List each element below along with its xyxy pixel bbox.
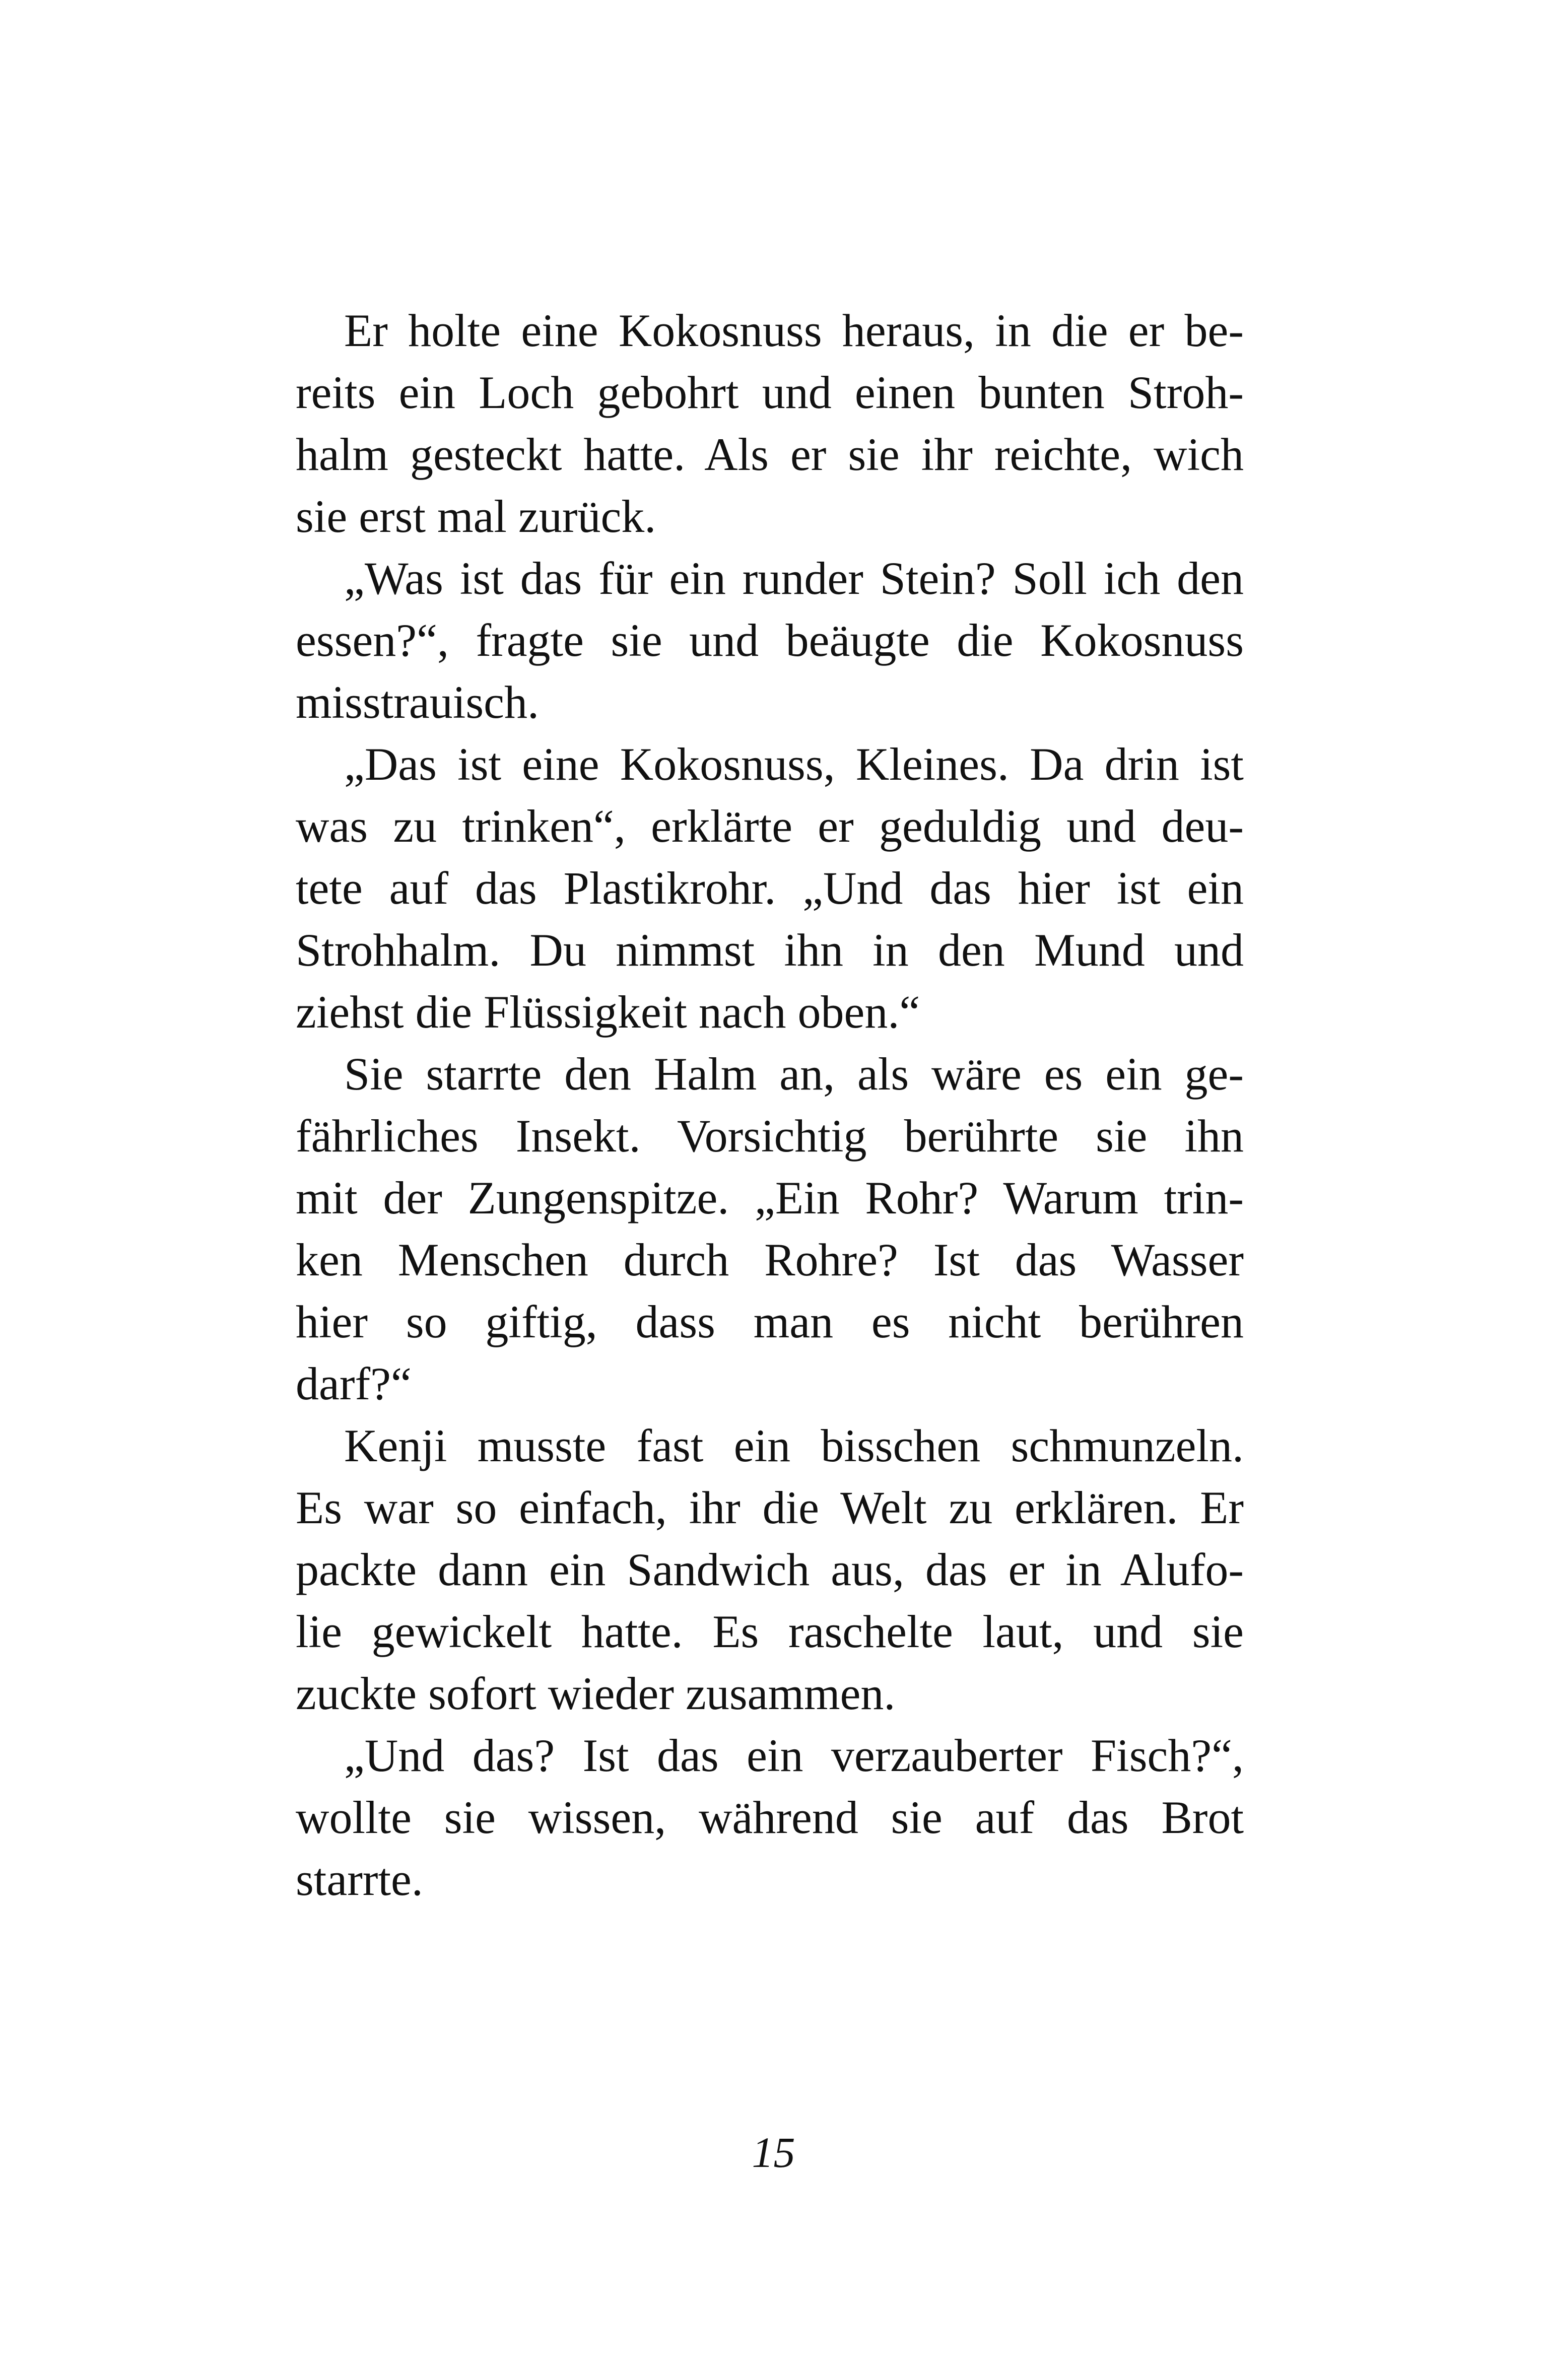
text-line: essen?“, fragte sie und beäugte die Kokosnuss [296, 615, 1244, 666]
text-line: Sie starrte den Halm an, als wäre es ein ge- [344, 1048, 1244, 1100]
text-line: tete auf das Plastikrohr. „Und das hier ist ein [296, 862, 1244, 914]
text-line: hier so giftig, dass man es nicht berühren [296, 1296, 1244, 1347]
text-line: reits ein Loch gebohrt und einen bunten Stroh- [296, 367, 1244, 418]
text-line: packte dann ein Sandwich aus, das er in Alufo- [296, 1544, 1244, 1595]
text-line: ken Menschen durch Rohre? Ist das Wasser [296, 1234, 1244, 1285]
text-line: fährliches Insekt. Vorsichtig berührte sie ihn [296, 1110, 1244, 1162]
text-line: lie gewickelt hatte. Es raschelte laut, und sie [296, 1606, 1244, 1657]
text-line: „Was ist das für ein runder Stein? Soll ich den [344, 553, 1244, 604]
text-line: starrte. [296, 1854, 423, 1905]
text-line: halm gesteckt hatte. Als er sie ihr reichte, wich [296, 429, 1244, 480]
text-line: „Und das? Ist das ein verzauberter Fisch?“, [344, 1730, 1244, 1781]
text-line: mit der Zungenspitze. „Ein Rohr? Warum trin- [296, 1172, 1244, 1223]
text-line: Kenji musste fast ein bisschen schmunzeln. [344, 1420, 1244, 1471]
text-line: „Das ist eine Kokosnuss, Kleines. Da drin ist [344, 738, 1244, 790]
text-line: Er holte eine Kokosnuss heraus, in die er be- [344, 305, 1244, 356]
page-number: 15 [752, 2128, 795, 2177]
text-line: sie erst mal zurück. [296, 491, 656, 542]
text-line: Es war so einfach, ihr die Welt zu erklären. Er [296, 1482, 1244, 1533]
text-line: zuckte sofort wieder zusammen. [296, 1668, 896, 1719]
text-line: Strohhalm. Du nimmst ihn in den Mund und [296, 924, 1244, 976]
text-line: darf?“ [296, 1358, 412, 1409]
text-line: misstrauisch. [296, 676, 539, 728]
text-line: was zu trinken“, erklärte er geduldig und deu- [296, 800, 1244, 852]
text-line: ziehst die Flüssigkeit nach oben.“ [296, 986, 920, 1038]
text-line: wollte sie wissen, während sie auf das Brot [296, 1792, 1244, 1843]
